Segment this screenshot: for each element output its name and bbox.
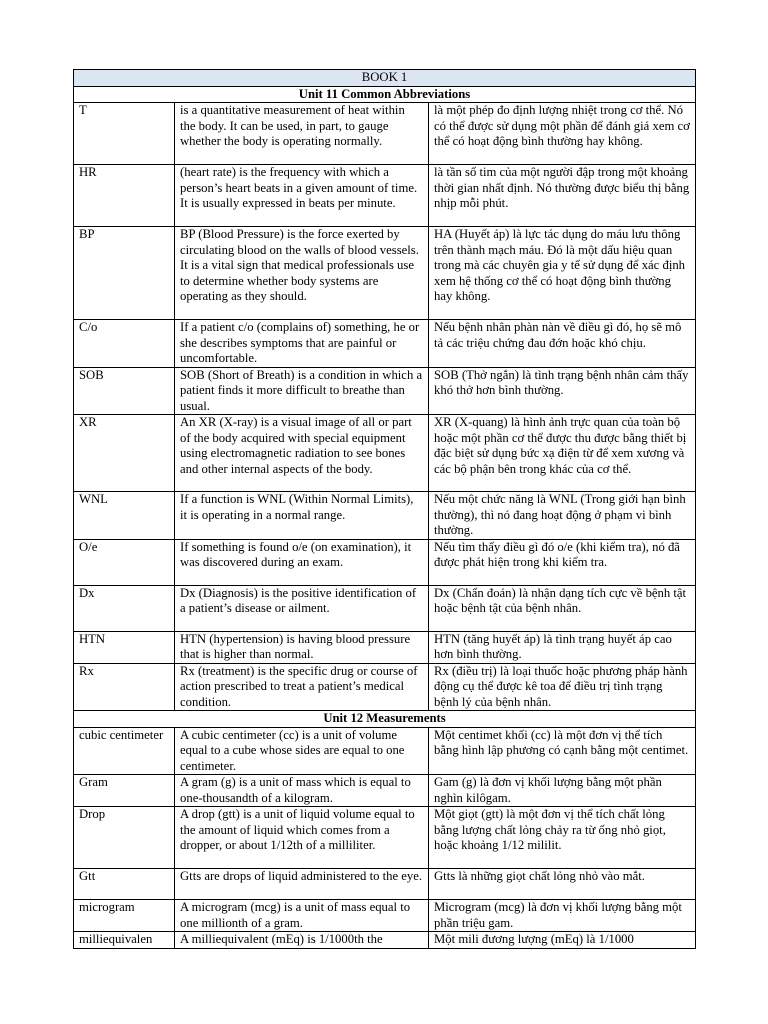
vietnamese-definition-cell: HA (Huyết áp) là lực tác dụng do máu lưu thông trên thành mạch máu. Đó là một dấu hiệu quan trong mà các chuyên gia y tế sử dụng để xác định xem hệ thống cơ thể có hoạt động bình thường hay không.: [429, 227, 696, 320]
vietnamese-definition-cell: là một phép đo định lượng nhiệt trong cơ thể. Nó có thể được sử dụng một phần để đánh giá xem cơ thể có hoạt động bình thường hay không.: [429, 103, 696, 165]
section-header-row: [74, 711, 696, 728]
english-definition-cell: HTN (hypertension) is having blood pressure that is higher than normal.: [175, 631, 429, 663]
table-row: [74, 320, 696, 368]
english-definition-cell: If a function is WNL (Within Normal Limits), it is operating in a normal range.: [175, 492, 429, 540]
table-row: [74, 663, 696, 711]
table-row: [74, 585, 696, 631]
book-title: BOOK 1: [74, 70, 696, 87]
english-definition-cell: Gtts are drops of liquid administered to the eye.: [175, 869, 429, 900]
term-cell: Dx: [74, 585, 175, 631]
vocabulary-table: [73, 69, 696, 949]
book-header-row: [74, 70, 696, 87]
vietnamese-definition-cell: HTN (tăng huyết áp) là tình trạng huyết áp cao hơn bình thường.: [429, 631, 696, 663]
section-header-row: [74, 86, 696, 103]
vietnamese-definition-cell: Nếu bệnh nhân phàn nàn về điều gì đó, họ sẽ mô tả các triệu chứng đau đớn hoặc khó chịu.: [429, 320, 696, 368]
term-cell: HR: [74, 165, 175, 227]
table-row: [74, 807, 696, 869]
table-row: [74, 727, 696, 775]
english-definition-cell: Rx (treatment) is the specific drug or course of action prescribed to treat a patient’s medical condition.: [175, 663, 429, 711]
english-definition-cell: A drop (gtt) is a unit of liquid volume equal to the amount of liquid which comes from a dropper, or about 1/12th of a milliliter.: [175, 807, 429, 869]
term-cell: SOB: [74, 367, 175, 415]
table-row: [74, 367, 696, 415]
term-cell: WNL: [74, 492, 175, 540]
term-cell: HTN: [74, 631, 175, 663]
vietnamese-definition-cell: Dx (Chẩn đoán) là nhận dạng tích cực về bệnh tật hoặc bệnh tật của bệnh nhân.: [429, 585, 696, 631]
table-row: [74, 932, 696, 949]
table-row: [74, 539, 696, 585]
english-definition-cell: BP (Blood Pressure) is the force exerted by circulating blood on the walls of blood vessels. It is a vital sign that medical professionals use to determine whether body systems are operating as they should.: [175, 227, 429, 320]
table-row: [74, 492, 696, 540]
section-title: Unit 11 Common Abbreviations: [74, 86, 696, 103]
vietnamese-definition-cell: Một mili đương lượng (mEq) là 1/1000: [429, 932, 696, 949]
vietnamese-definition-cell: Gam (g) là đơn vị khối lượng bằng một phần nghìn kilôgam.: [429, 775, 696, 807]
term-cell: cubic centimeter: [74, 727, 175, 775]
table-row: [74, 869, 696, 900]
term-cell: T: [74, 103, 175, 165]
english-definition-cell: A microgram (mcg) is a unit of mass equal to one millionth of a gram.: [175, 900, 429, 932]
term-cell: C/o: [74, 320, 175, 368]
term-cell: Gtt: [74, 869, 175, 900]
document-page: [73, 69, 695, 949]
english-definition-cell: SOB (Short of Breath) is a condition in which a patient finds it more difficult to breathe than usual.: [175, 367, 429, 415]
english-definition-cell: A cubic centimeter (cc) is a unit of volume equal to a cube whose sides are equal to one centimeter.: [175, 727, 429, 775]
vietnamese-definition-cell: Rx (điều trị) là loại thuốc hoặc phương pháp hành động cụ thể được kê toa để điều trị tình trạng bệnh lý của bệnh nhân.: [429, 663, 696, 711]
english-definition-cell: A gram (g) is a unit of mass which is equal to one-thousandth of a kilogram.: [175, 775, 429, 807]
term-cell: XR: [74, 415, 175, 492]
vietnamese-definition-cell: Một giọt (gtt) là một đơn vị thể tích chất lỏng bằng lượng chất lỏng chảy ra từ ống nhỏ giọt, hoặc khoảng 1/12 mililit.: [429, 807, 696, 869]
english-definition-cell: is a quantitative measurement of heat within the body. It can be used, in part, to gauge whether the body is operating normally.: [175, 103, 429, 165]
vietnamese-definition-cell: Nếu tìm thấy điều gì đó o/e (khi kiểm tra), nó đã được phát hiện trong khi kiểm tra.: [429, 539, 696, 585]
vietnamese-definition-cell: XR (X-quang) là hình ảnh trực quan của toàn bộ hoặc một phần cơ thể được thu được bằng thiết bị đặc biệt sử dụng bức xạ điện từ để xem xương và các bộ phận bên trong khác của cơ thể.: [429, 415, 696, 492]
term-cell: microgram: [74, 900, 175, 932]
table-row: [74, 631, 696, 663]
english-definition-cell: Dx (Diagnosis) is the positive identification of a patient’s disease or ailment.: [175, 585, 429, 631]
english-definition-cell: A milliequivalent (mEq) is 1/1000th the: [175, 932, 429, 949]
table-row: [74, 415, 696, 492]
term-cell: Gram: [74, 775, 175, 807]
term-cell: BP: [74, 227, 175, 320]
term-cell: O/e: [74, 539, 175, 585]
english-definition-cell: (heart rate) is the frequency with which a person’s heart beats in a given amount of time. It is usually expressed in beats per minute.: [175, 165, 429, 227]
vietnamese-definition-cell: Nếu một chức năng là WNL (Trong giới hạn bình thường), thì nó đang hoạt động ở phạm vi bình thường.: [429, 492, 696, 540]
english-definition-cell: An XR (X-ray) is a visual image of all or part of the body acquired with special equipment using electromagnetic radiation to see bones and other internal aspects of the body.: [175, 415, 429, 492]
table-row: [74, 900, 696, 932]
vietnamese-definition-cell: là tần số tim của một người đập trong một khoảng thời gian nhất định. Nó thường được biểu thị bằng nhịp mỗi phút.: [429, 165, 696, 227]
term-cell: Drop: [74, 807, 175, 869]
vietnamese-definition-cell: Một centimet khối (cc) là một đơn vị thể tích bằng hình lập phương có cạnh bằng một centimet.: [429, 727, 696, 775]
vietnamese-definition-cell: SOB (Thở ngắn) là tình trạng bệnh nhân cảm thấy khó thở hơn bình thường.: [429, 367, 696, 415]
table-row: [74, 775, 696, 807]
table-row: [74, 165, 696, 227]
table-row: [74, 103, 696, 165]
table-row: [74, 227, 696, 320]
vietnamese-definition-cell: Gtts là những giọt chất lỏng nhỏ vào mắt.: [429, 869, 696, 900]
english-definition-cell: If a patient c/o (complains of) something, he or she describes symptoms that are painful or uncomfortable.: [175, 320, 429, 368]
section-title: Unit 12 Measurements: [74, 711, 696, 728]
english-definition-cell: If something is found o/e (on examination), it was discovered during an exam.: [175, 539, 429, 585]
term-cell: milliequivalen: [74, 932, 175, 949]
vietnamese-definition-cell: Microgram (mcg) là đơn vị khối lượng bằng một phần triệu gam.: [429, 900, 696, 932]
term-cell: Rx: [74, 663, 175, 711]
